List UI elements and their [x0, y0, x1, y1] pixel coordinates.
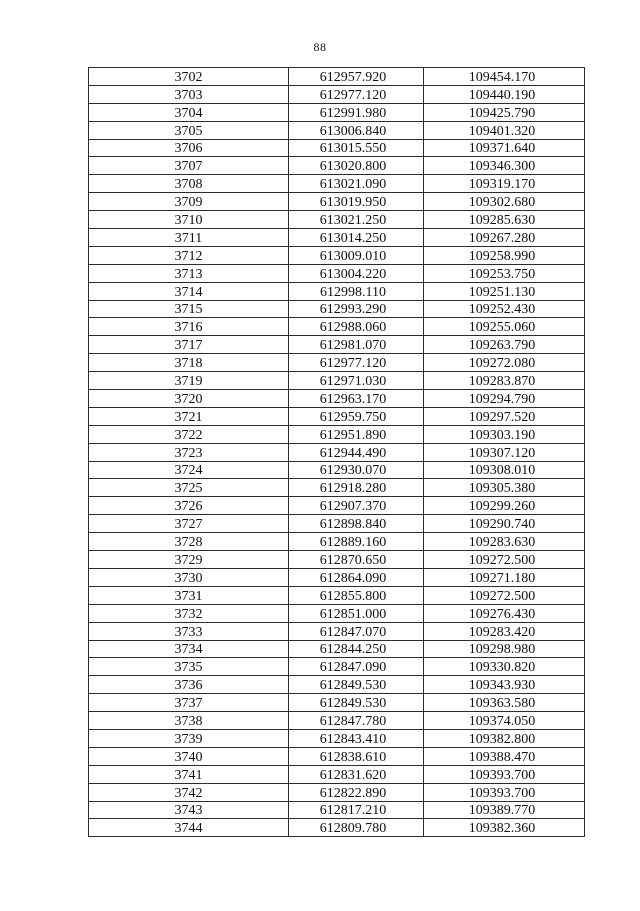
- y-coordinate-cell: 109425.790: [424, 103, 585, 121]
- page-number: 88: [313, 40, 327, 54]
- y-coordinate-cell: 109298.980: [424, 640, 585, 658]
- table-row: [89, 694, 585, 712]
- table-row: [89, 515, 585, 533]
- table-row: [89, 622, 585, 640]
- point-id-cell: 3731: [89, 586, 289, 604]
- point-id-cell: 3705: [89, 121, 289, 139]
- table-row: [89, 372, 585, 390]
- x-coordinate-cell: 613020.800: [289, 157, 424, 175]
- y-coordinate-cell: 109271.180: [424, 568, 585, 586]
- point-id-cell: 3704: [89, 103, 289, 121]
- y-coordinate-cell: 109294.790: [424, 390, 585, 408]
- y-coordinate-cell: 109454.170: [424, 68, 585, 86]
- y-coordinate-cell: 109297.520: [424, 407, 585, 425]
- table-row: [89, 407, 585, 425]
- table-row: [89, 568, 585, 586]
- y-coordinate-cell: 109290.740: [424, 515, 585, 533]
- point-id-cell: 3723: [89, 443, 289, 461]
- point-id-cell: 3734: [89, 640, 289, 658]
- x-coordinate-cell: 612870.650: [289, 551, 424, 569]
- table-row: [89, 390, 585, 408]
- table-row: [89, 461, 585, 479]
- x-coordinate-cell: 613004.220: [289, 264, 424, 282]
- table-row: [89, 479, 585, 497]
- point-id-cell: 3715: [89, 300, 289, 318]
- table-row: [89, 85, 585, 103]
- y-coordinate-cell: 109267.280: [424, 229, 585, 247]
- y-coordinate-cell: 109299.260: [424, 497, 585, 515]
- x-coordinate-cell: 612849.530: [289, 694, 424, 712]
- y-coordinate-cell: 109440.190: [424, 85, 585, 103]
- x-coordinate-cell: 613021.090: [289, 175, 424, 193]
- y-coordinate-cell: 109374.050: [424, 712, 585, 730]
- table-row: [89, 246, 585, 264]
- point-id-cell: 3714: [89, 282, 289, 300]
- y-coordinate-cell: 109346.300: [424, 157, 585, 175]
- table-row: [89, 157, 585, 175]
- table-row: [89, 551, 585, 569]
- x-coordinate-cell: 612851.000: [289, 604, 424, 622]
- y-coordinate-cell: 109251.130: [424, 282, 585, 300]
- x-coordinate-cell: 612898.840: [289, 515, 424, 533]
- y-coordinate-cell: 109302.680: [424, 193, 585, 211]
- y-coordinate-cell: 109382.800: [424, 729, 585, 747]
- table-row: [89, 68, 585, 86]
- x-coordinate-cell: 612843.410: [289, 729, 424, 747]
- point-id-cell: 3741: [89, 765, 289, 783]
- point-id-cell: 3725: [89, 479, 289, 497]
- y-coordinate-cell: 109303.190: [424, 425, 585, 443]
- y-coordinate-cell: 109389.770: [424, 801, 585, 819]
- y-coordinate-cell: 109283.420: [424, 622, 585, 640]
- x-coordinate-cell: 612847.090: [289, 658, 424, 676]
- x-coordinate-cell: 612977.120: [289, 354, 424, 372]
- table-row: [89, 425, 585, 443]
- table-row: [89, 336, 585, 354]
- x-coordinate-cell: 612889.160: [289, 533, 424, 551]
- x-coordinate-cell: 612988.060: [289, 318, 424, 336]
- table-row: [89, 676, 585, 694]
- table-row: [89, 604, 585, 622]
- point-id-cell: 3732: [89, 604, 289, 622]
- x-coordinate-cell: 612959.750: [289, 407, 424, 425]
- y-coordinate-cell: 109272.500: [424, 551, 585, 569]
- x-coordinate-cell: 613006.840: [289, 121, 424, 139]
- y-coordinate-cell: 109382.360: [424, 819, 585, 837]
- point-id-cell: 3730: [89, 568, 289, 586]
- y-coordinate-cell: 109371.640: [424, 139, 585, 157]
- point-id-cell: 3720: [89, 390, 289, 408]
- x-coordinate-cell: 612930.070: [289, 461, 424, 479]
- point-id-cell: 3736: [89, 676, 289, 694]
- point-id-cell: 3729: [89, 551, 289, 569]
- point-id-cell: 3717: [89, 336, 289, 354]
- x-coordinate-cell: 613009.010: [289, 246, 424, 264]
- point-id-cell: 3708: [89, 175, 289, 193]
- table-row: [89, 282, 585, 300]
- x-coordinate-cell: 612951.890: [289, 425, 424, 443]
- point-id-cell: 3743: [89, 801, 289, 819]
- point-id-cell: 3713: [89, 264, 289, 282]
- x-coordinate-cell: 612831.620: [289, 765, 424, 783]
- x-coordinate-cell: 612957.920: [289, 68, 424, 86]
- point-id-cell: 3744: [89, 819, 289, 837]
- point-id-cell: 3712: [89, 246, 289, 264]
- table-row: [89, 139, 585, 157]
- point-id-cell: 3703: [89, 85, 289, 103]
- table-row: [89, 640, 585, 658]
- table-row: [89, 497, 585, 515]
- y-coordinate-cell: 109307.120: [424, 443, 585, 461]
- point-id-cell: 3738: [89, 712, 289, 730]
- point-id-cell: 3710: [89, 211, 289, 229]
- table-row: [89, 819, 585, 837]
- y-coordinate-cell: 109319.170: [424, 175, 585, 193]
- point-id-cell: 3740: [89, 747, 289, 765]
- x-coordinate-cell: 612817.210: [289, 801, 424, 819]
- point-id-cell: 3726: [89, 497, 289, 515]
- table-row: [89, 765, 585, 783]
- x-coordinate-cell: 612838.610: [289, 747, 424, 765]
- point-id-cell: 3722: [89, 425, 289, 443]
- y-coordinate-cell: 109283.870: [424, 372, 585, 390]
- x-coordinate-cell: 612907.370: [289, 497, 424, 515]
- point-id-cell: 3709: [89, 193, 289, 211]
- x-coordinate-cell: 612864.090: [289, 568, 424, 586]
- y-coordinate-cell: 109258.990: [424, 246, 585, 264]
- x-coordinate-cell: 612809.780: [289, 819, 424, 837]
- x-coordinate-cell: 613021.250: [289, 211, 424, 229]
- x-coordinate-cell: 612844.250: [289, 640, 424, 658]
- y-coordinate-cell: 109401.320: [424, 121, 585, 139]
- table-row: [89, 229, 585, 247]
- x-coordinate-cell: 612944.490: [289, 443, 424, 461]
- y-coordinate-cell: 109393.700: [424, 783, 585, 801]
- x-coordinate-cell: 612971.030: [289, 372, 424, 390]
- x-coordinate-cell: 613014.250: [289, 229, 424, 247]
- y-coordinate-cell: 109283.630: [424, 533, 585, 551]
- x-coordinate-cell: 612977.120: [289, 85, 424, 103]
- point-id-cell: 3735: [89, 658, 289, 676]
- x-coordinate-cell: 612855.800: [289, 586, 424, 604]
- table-row: [89, 783, 585, 801]
- y-coordinate-cell: 109285.630: [424, 211, 585, 229]
- y-coordinate-cell: 109388.470: [424, 747, 585, 765]
- x-coordinate-cell: 612998.110: [289, 282, 424, 300]
- y-coordinate-cell: 109343.930: [424, 676, 585, 694]
- point-id-cell: 3706: [89, 139, 289, 157]
- x-coordinate-cell: 612822.890: [289, 783, 424, 801]
- y-coordinate-cell: 109308.010: [424, 461, 585, 479]
- y-coordinate-cell: 109276.430: [424, 604, 585, 622]
- point-id-cell: 3711: [89, 229, 289, 247]
- point-id-cell: 3733: [89, 622, 289, 640]
- point-id-cell: 3721: [89, 407, 289, 425]
- table-row: [89, 211, 585, 229]
- coordinate-table: [88, 67, 585, 837]
- table-row: [89, 103, 585, 121]
- table-row: [89, 533, 585, 551]
- point-id-cell: 3742: [89, 783, 289, 801]
- point-id-cell: 3707: [89, 157, 289, 175]
- table-row: [89, 300, 585, 318]
- point-id-cell: 3716: [89, 318, 289, 336]
- x-coordinate-cell: 612981.070: [289, 336, 424, 354]
- y-coordinate-cell: 109305.380: [424, 479, 585, 497]
- x-coordinate-cell: 612849.530: [289, 676, 424, 694]
- point-id-cell: 3727: [89, 515, 289, 533]
- table-row: [89, 175, 585, 193]
- table-row: [89, 801, 585, 819]
- y-coordinate-cell: 109253.750: [424, 264, 585, 282]
- table-row: [89, 121, 585, 139]
- table-row: [89, 193, 585, 211]
- point-id-cell: 3739: [89, 729, 289, 747]
- table-row: [89, 712, 585, 730]
- y-coordinate-cell: 109393.700: [424, 765, 585, 783]
- y-coordinate-cell: 109330.820: [424, 658, 585, 676]
- x-coordinate-cell: 612918.280: [289, 479, 424, 497]
- y-coordinate-cell: 109255.060: [424, 318, 585, 336]
- point-id-cell: 3737: [89, 694, 289, 712]
- x-coordinate-cell: 612991.980: [289, 103, 424, 121]
- point-id-cell: 3718: [89, 354, 289, 372]
- table-row: [89, 318, 585, 336]
- table-row: [89, 264, 585, 282]
- y-coordinate-cell: 109263.790: [424, 336, 585, 354]
- table-row: [89, 586, 585, 604]
- table-body: [89, 68, 585, 837]
- table-row: [89, 729, 585, 747]
- table-row: [89, 443, 585, 461]
- x-coordinate-cell: 612993.290: [289, 300, 424, 318]
- table-row: [89, 747, 585, 765]
- y-coordinate-cell: 109363.580: [424, 694, 585, 712]
- x-coordinate-cell: 612963.170: [289, 390, 424, 408]
- point-id-cell: 3724: [89, 461, 289, 479]
- x-coordinate-cell: 612847.070: [289, 622, 424, 640]
- x-coordinate-cell: 613019.950: [289, 193, 424, 211]
- x-coordinate-cell: 613015.550: [289, 139, 424, 157]
- x-coordinate-cell: 612847.780: [289, 712, 424, 730]
- point-id-cell: 3719: [89, 372, 289, 390]
- y-coordinate-cell: 109272.080: [424, 354, 585, 372]
- point-id-cell: 3702: [89, 68, 289, 86]
- y-coordinate-cell: 109252.430: [424, 300, 585, 318]
- y-coordinate-cell: 109272.500: [424, 586, 585, 604]
- table-row: [89, 658, 585, 676]
- point-id-cell: 3728: [89, 533, 289, 551]
- table-row: [89, 354, 585, 372]
